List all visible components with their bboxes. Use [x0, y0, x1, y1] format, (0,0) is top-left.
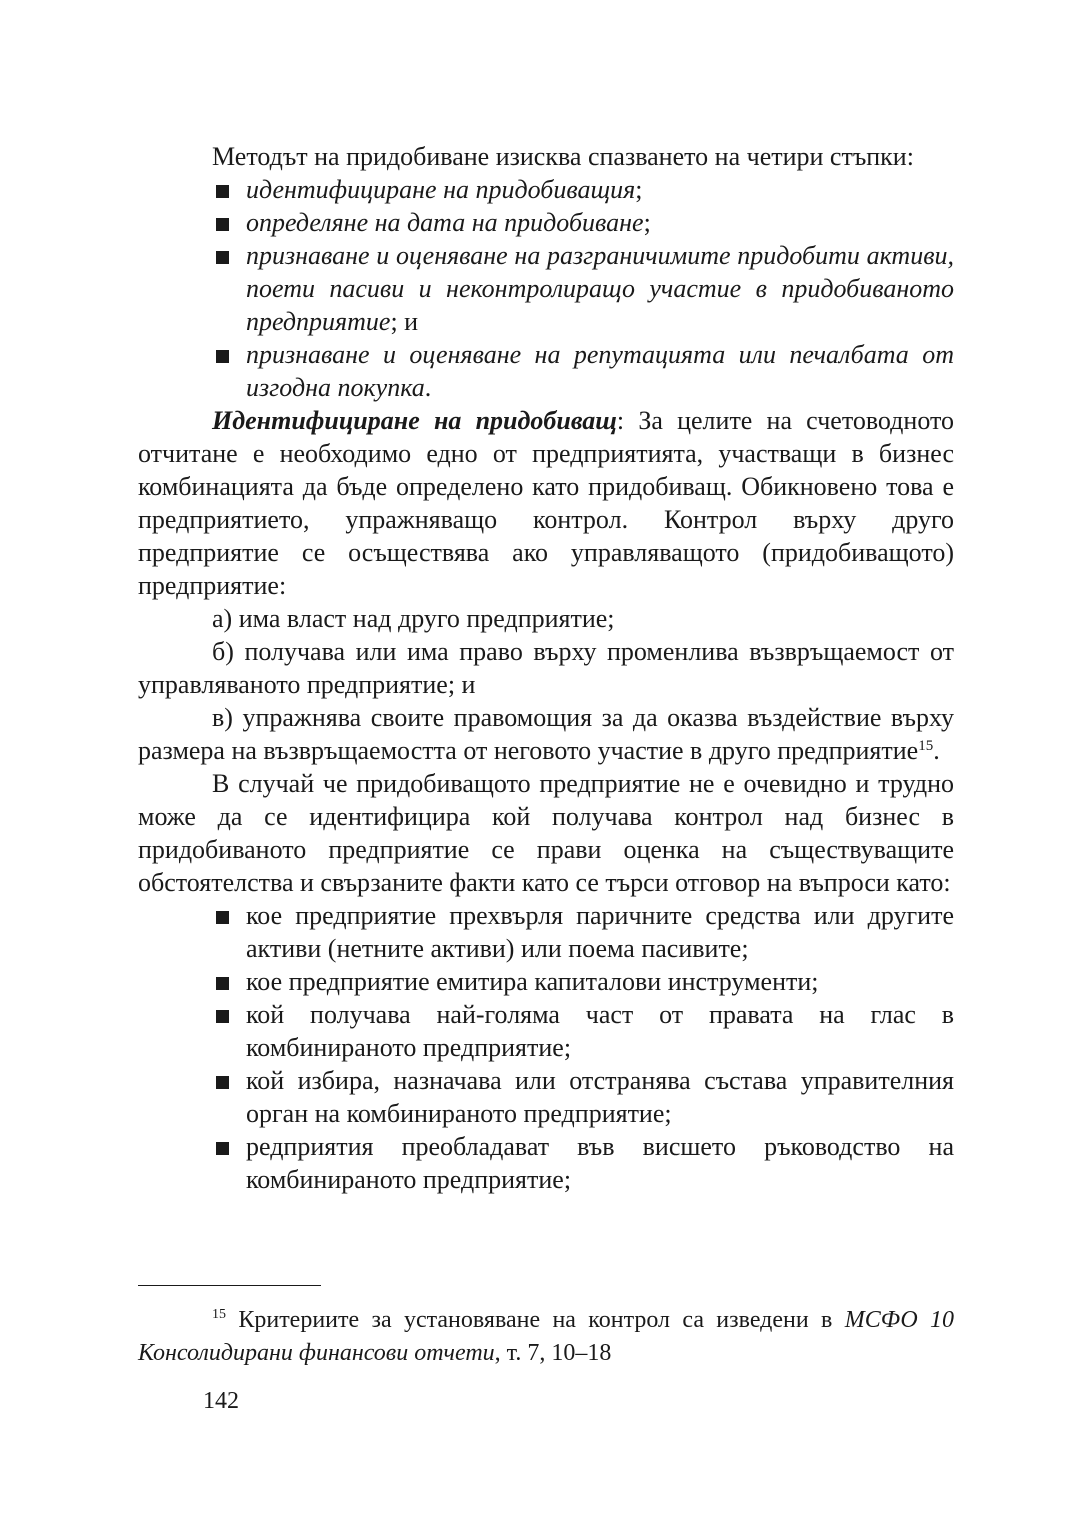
condition-b: б) получава или има право върху променлива възвръщаемост от управляваното предприятие; и — [138, 637, 954, 699]
list-item: определяне на дата на придобиване; — [138, 206, 954, 239]
footnote: $^{15}$ Критериите за установяване на контрол са изведени в МСФО 10 Консолидирани финансови отчети, т. 7, 10–18 — [138, 1307, 955, 1366]
square-bullet-icon — [216, 350, 229, 363]
footnote-number: 15 — [212, 1307, 226, 1322]
list-item: кое предприятие емитира капиталови инструменти; — [138, 965, 954, 998]
list-item: кой избира, назначава или отстранява състава управителния орган на комбинираното предприятие; — [138, 1064, 954, 1130]
page-number: 142 — [203, 1388, 239, 1414]
condition-a: а) има власт над друго предприятие; — [212, 604, 615, 633]
intro-paragraph: Методът на придобиване изисква спазването на четири стъпки: — [212, 142, 914, 171]
list-item: признаване и оценяване на разграничимите придобити активи, поети пасиви и неконтролиращо участие в придобиваното предприятие; и — [138, 239, 954, 338]
page-body — [138, 140, 954, 1196]
list-item: редприятия преобладават във висшето ръководство на комбинираното предприятие; — [138, 1130, 954, 1196]
square-bullet-icon — [216, 251, 229, 264]
acquirer-paragraph: Идентифициране на придобиващ: За целите на счетоводното отчитане е необходимо едно от предприятията, участващи в бизнес комбинацията да бъде определено като придобиващ. Обикновено това е предприятието, упражняващо контрол. Контрол върху друго предприятие се осъществява ако управляващото (придобиващото) предприятие: — [138, 406, 955, 600]
square-bullet-icon — [216, 185, 229, 198]
list-item: кой получава най-голяма част от правата на глас в комбинираното предприятие; — [138, 998, 954, 1064]
condition-c: в) упражнява своите правомощия за да оказва въздействие върху размера на възвръщаемостта от неговото участие в друго предприятие$^{15}$. — [138, 703, 954, 765]
list-item: признаване и оценяване на репутацията или печалбата от изгодна покупка. — [138, 338, 954, 404]
footnote-ref: 15 — [918, 738, 934, 754]
list-item: идентифициране на придобиващия; — [138, 173, 954, 206]
square-bullet-icon — [216, 1076, 229, 1089]
square-bullet-icon — [216, 218, 229, 231]
questions-list — [138, 899, 954, 1196]
footnote-divider — [138, 1285, 321, 1286]
square-bullet-icon — [216, 911, 229, 924]
square-bullet-icon — [216, 1010, 229, 1023]
unclear-case-paragraph: В случай че придобиващото предприятие не е очевидно и трудно може да се идентифицира кой получава контрол над бизнес в придобиваното предприятие се прави оценка на съществуващите обстоятелства и свързаните факти като се търси отговор на въпроси като: — [138, 769, 954, 897]
list-item: кое предприятие прехвърля паричните средства или другите активи (нетните активи) или поема пасивите; — [138, 899, 954, 965]
square-bullet-icon — [216, 977, 229, 990]
acquirer-heading: Идентифициране на придобиващ — [212, 406, 617, 435]
square-bullet-icon — [216, 1142, 229, 1155]
steps-list — [138, 173, 954, 404]
